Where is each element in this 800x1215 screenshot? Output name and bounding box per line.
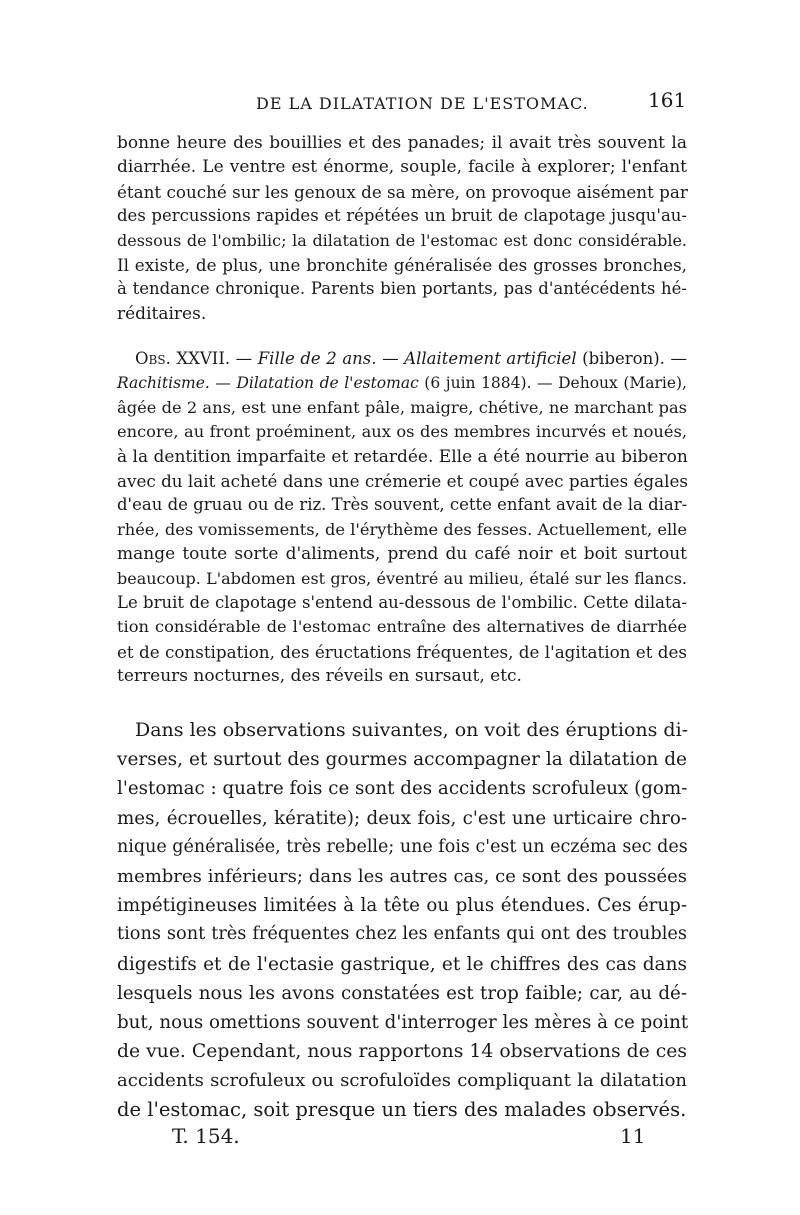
- text-line: à tendance chronique. Parents bien portants, pas d'antécédents hé-: [117, 279, 687, 299]
- separator: —: [376, 349, 405, 368]
- text-line: terreurs nocturnes, des réveils en sursaut, etc.: [117, 666, 522, 687]
- observation-heading-line: [117, 347, 687, 371]
- text-line: étant couché sur les genoux de sa mère, on provoque aisément par: [117, 181, 688, 202]
- text-line: beaucoup. L'abdomen est gros, éventré au milieu, étalé sur les flancs.: [117, 568, 687, 588]
- text-line: des percussions rapides et répétées un bruit de clapotage jusqu'au-: [117, 206, 687, 226]
- text-line: mange toute sorte d'aliments, prend du café noir et boit surtout: [117, 544, 687, 565]
- text-line: accidents scrofuleux ou scrofuloïdes compliquant la dilatation: [117, 1070, 687, 1092]
- observation-xxvii: [117, 347, 687, 688]
- text-line: dessous de l'ombilic; la dilatation de l'estomac est donc considérable.: [117, 230, 687, 250]
- text-line: diarrhée. Le ventre est énorme, souple, facile à explorer; l'enfant: [117, 157, 687, 178]
- sheet-number: 11: [620, 1124, 646, 1148]
- paragraph-continuation: [117, 131, 687, 326]
- observation-patient: Fille de 2 ans.: [257, 349, 377, 368]
- text-line: de vue. Cependant, nous rapportons 14 observations de ces: [117, 1041, 687, 1063]
- text-line: et de constipation, des éructations fréquentes, de l'agitation et des: [117, 641, 687, 662]
- text-line: impétigineuses limitées à la tête ou plus étendues. Ces érup-: [117, 895, 687, 917]
- paragraph-main: [117, 716, 687, 1125]
- observation-feeding: Allaitement artificiel: [404, 349, 577, 368]
- text-line: verses, et surtout des gourmes accompagner la dilatation de: [117, 749, 687, 771]
- text-line: Dans les observations suivantes, on voit des éruptions di-: [135, 719, 689, 741]
- observation-heading-line: [117, 371, 687, 395]
- text-line: mes, écrouelles, kératite); deux fois, c'est une urticaire chro-: [117, 807, 687, 829]
- text-line: Il existe, de plus, une bronchite généralisée des grosses bronches,: [117, 254, 687, 275]
- text-line: tions sont très fréquentes chez les enfants qui ont des troubles: [117, 924, 687, 945]
- text-line: encore, au front proéminent, aux os des membres incurvés et noués,: [117, 422, 687, 442]
- text-line: à la dentition imparfaite et retardée. Elle a été nourrie au biberon: [117, 446, 688, 467]
- observation-date-patient: (6 juin 1884). — Dehoux (Marie),: [418, 374, 687, 393]
- text-line: rhée, des vomissements, de l'érythème des fesses. Actuellement, elle: [117, 519, 687, 539]
- separator: —: [209, 374, 237, 393]
- page-number: 161: [648, 88, 687, 112]
- separator: —: [230, 349, 258, 368]
- text-line: Le bruit de clapotage s'entend au-dessous de l'ombilic. Cette dilata-: [117, 592, 687, 612]
- text-line: avec du lait acheté dans une crémerie et coupé avec parties égales: [117, 470, 688, 491]
- observation-diagnosis: Rachitisme.: [117, 374, 210, 393]
- observation-label: Obs. XXVII.: [135, 349, 231, 368]
- text-line: nique généralisée, très rebelle; une fois c'est un eczéma sec des: [117, 836, 688, 857]
- observation-condition: Dilatation de l'estomac: [236, 374, 419, 393]
- text-line: lesquels nous les avons constatées est trop faible; car, au dé-: [117, 982, 687, 1004]
- observation-feeding-detail: (biberon). —: [576, 349, 687, 368]
- running-title: DE LA DILATATION DE L'ESTOMAC.: [256, 94, 589, 113]
- text-line: bonne heure des bouillies et des panades; il avait très souvent la: [117, 133, 687, 153]
- signature-mark: T. 154.: [172, 1124, 240, 1148]
- text-line: tion considérable de l'estomac entraîne des alternatives de diarrhée: [117, 617, 687, 637]
- text-line: âgée de 2 ans, est une enfant pâle, maigre, chétive, ne marchant pas: [117, 397, 687, 417]
- text-line: réditaires.: [117, 303, 207, 324]
- text-line: digestifs et de l'ectasie gastrique, et le chiffres des cas dans: [117, 953, 687, 975]
- text-line: de l'estomac, soit presque un tiers des malades observés.: [117, 1098, 687, 1122]
- text-line: d'eau de gruau ou de riz. Très souvent, cette enfant avait de la diar-: [117, 495, 688, 515]
- text-line: membres inférieurs; dans les autres cas, ce sont des poussées: [117, 865, 687, 887]
- text-line: but, nous omettions souvent d'interroger les mères à ce point: [117, 1011, 689, 1033]
- text-line: l'estomac : quatre fois ce sont des accidents scrofuleux (gom-: [117, 778, 688, 800]
